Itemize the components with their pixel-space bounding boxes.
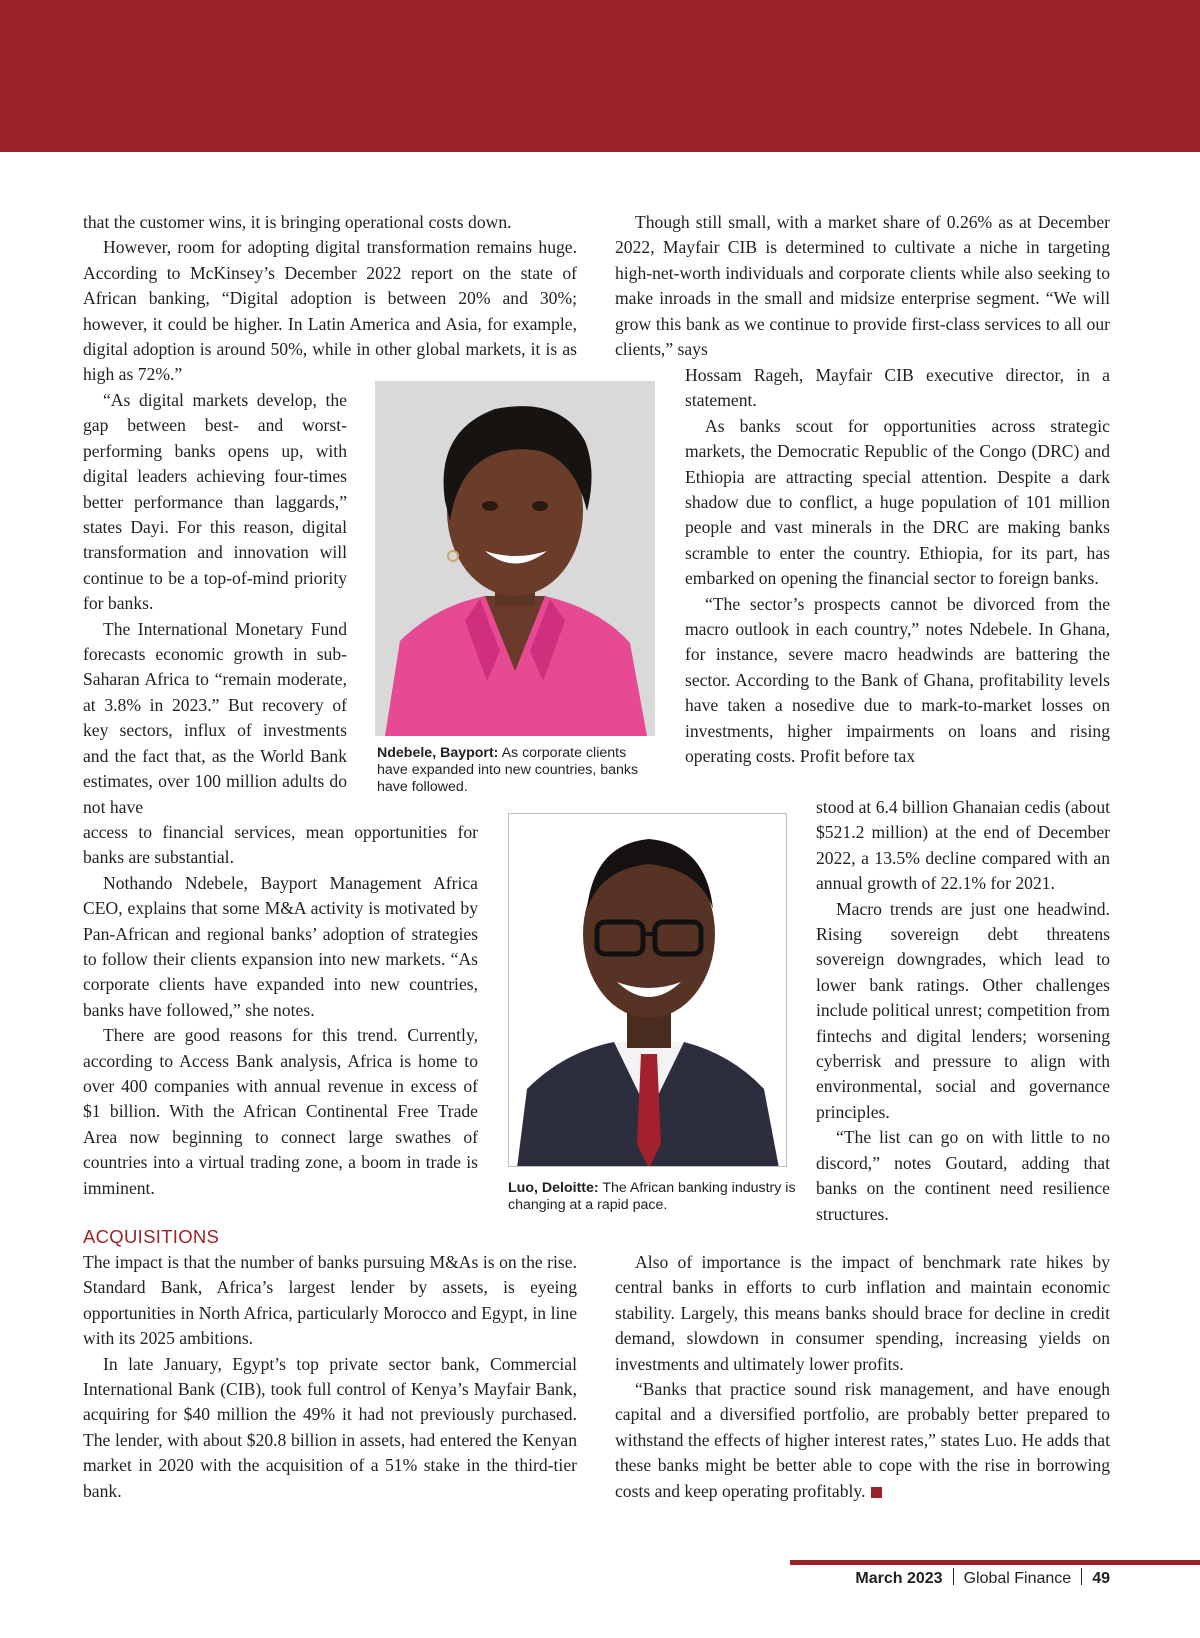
caption-text: As corporate clients have expanded into new countries, banks have followed.: [377, 745, 639, 795]
paragraph: Nothando Ndebele, Bayport Management Africa CEO, explains that some M&A activity is motivated by Pan-African and regional banks’ adoption of strategies to follow their clients expansion into new markets. “As corporate clients have expanded into new countries, banks have followed,” she notes.: [83, 872, 478, 1020]
paragraph: Hossam Rageh, Mayfair CIB executive director, in a statement.: [685, 365, 1110, 411]
paragraph: The impact is that the number of banks pursuing M&As is on the rise. Standard Bank, Africa’s largest lender by assets, is eyeing opportunities in North Africa, particularly Morocco and Egypt, in line with its 2025 ambitions.: [83, 1252, 577, 1349]
footer-separator: [953, 1568, 954, 1585]
ndebele-portrait-illustration: [375, 381, 655, 736]
paragraph: As banks scout for opportunities across strategic markets, the Democratic Republic of the Congo (DRC) and Ethiopia are attracting special attention. Despite a dark shadow due to conflict, a huge population of 101 million people and vast minerals in the DRC are making banks scramble to enter the country. Ethiopia, for its part, has embarked on opening the financial sector to foreign banks.: [685, 415, 1110, 589]
right-column-narrow: [816, 795, 1110, 1227]
right-column-bottom: [615, 1250, 1110, 1504]
paragraph: Though still small, with a market share of 0.26% as at December 2022, Mayfair CIB is determined to cultivate a niche in targeting high-net-worth individuals and corporate clients while also seeking to make inroads in the small and midsize enterprise segment. “We will grow this bank as we continue to provide first-class services to all our clients,” says: [615, 212, 1110, 360]
header-banner: [0, 0, 1200, 152]
paragraph: “The sector’s prospects cannot be divorced from the macro outlook in each country,” notes Ndebele. In Ghana, for instance, severe macro headwinds are battering the sector. According to the Bank of Ghana, profitability levels have taken a nosedive due to mark-to-market losses on investments, higher impairments on loans and rising operating costs. Profit before tax: [685, 593, 1110, 767]
caption-name: Luo, Deloitte:: [508, 1180, 599, 1196]
paragraph: In late January, Egypt’s top private sector bank, Commercial International Bank (CIB), took full control of Kenya’s Mayfair Bank, acquiring for $40 million the 49% it had not previously purchased. The lender, with about $20.8 billion in assets, had entered the Kenyan market in 2020 with the acquisition of a 51% stake in the third-tier bank.: [83, 1353, 577, 1501]
footer-date: March 2023: [855, 1570, 943, 1587]
paragraph: access to financial services, mean opportunities for banks are substantial.: [83, 822, 478, 868]
left-column-top: [83, 210, 577, 388]
paragraph: [615, 1377, 1110, 1504]
end-mark-icon: [871, 1487, 882, 1498]
caption-text: The African banking industry is changing at a rapid pace.: [508, 1180, 796, 1213]
luo-portrait-photo: [508, 813, 787, 1167]
right-column-mid: [685, 363, 1110, 770]
left-column-narrow: [83, 388, 347, 820]
paragraph: “The list can go on with little to no discord,” notes Goutard, adding that banks on the continent need resilience structures.: [816, 1127, 1110, 1224]
page-number: 49: [1092, 1570, 1110, 1587]
luo-portrait-illustration: [509, 814, 787, 1167]
footer-magazine: Global Finance: [963, 1570, 1072, 1587]
paragraph: However, room for adopting digital transformation remains huge. According to McKinsey’s December 2022 report on the state of African banking, “Digital adoption is between 20% and 30%; however, it could be higher. In Latin America and Asia, for example, digital adoption is around 50%, while in other global markets, it is as high as 72%.”: [83, 237, 577, 385]
final-paragraph-text: “Banks that practice sound risk management, and have enough capital and a diversified portfolio, are probably better prepared to withstand the effects of higher interest rates,” states Luo. He adds that these banks might be better able to cope with the rise in borrowing costs and keep operating profitably.: [615, 1379, 1110, 1501]
paragraph: that the customer wins, it is bringing operational costs down.: [83, 212, 512, 232]
caption-name: Ndebele, Bayport:: [377, 745, 499, 761]
ndebele-portrait-photo: [375, 381, 655, 736]
ndebele-caption: [377, 745, 657, 796]
paragraph: stood at 6.4 billion Ghanaian cedis (about $521.2 million) at the end of December 2022, a 13.5% decline compared with an annual growth of 22.1% for 2021.: [816, 797, 1110, 894]
paragraph: “As digital markets develop, the gap between best- and worst-performing banks opens up, with digital leaders achieving four-times better performance than laggards,” states Dayi. For this reason, digital transformation and innovation will continue to be a top-of-mind priority for banks.: [83, 390, 347, 614]
left-column-mid: [83, 820, 478, 1201]
left-column-bottom: [83, 1250, 577, 1504]
paragraph: There are good reasons for this trend. Currently, according to Access Bank analysis, Africa is home to over 400 companies with annual revenue in excess of $1 billion. With the African Continental Free Trade Area now beginning to connect large swathes of countries into a virtual trading zone, a boom in trade is imminent.: [83, 1025, 478, 1198]
page-footer: [790, 1568, 1110, 1588]
paragraph: Also of importance is the impact of benchmark rate hikes by central banks in efforts to curb inflation and maintain economic stability. Largely, this means banks should brace for decline in credit demand, slowdown in consumer spending, increasing yields on investments and ultimately lower profits.: [615, 1252, 1110, 1374]
paragraph: Macro trends are just one headwind. Rising sovereign debt threatens sovereign downgrades, which lead to lower bank ratings. Other challenges include political unrest; competition from fintechs and digital lenders; worsening cyberrisk and pressure to align with environmental, social and governance principles.: [816, 898, 1110, 1122]
section-subhead: ACQUISITIONS: [83, 1226, 220, 1247]
footer-separator: [1081, 1568, 1082, 1585]
luo-caption: [508, 1180, 808, 1214]
footer-rule: [790, 1560, 1200, 1565]
right-column-top: [615, 210, 1110, 362]
paragraph: The International Monetary Fund forecasts economic growth in sub-Saharan Africa to “remain moderate, at 3.8% in 2023.” But recovery of key sectors, influx of investments and the fact that, as the World Bank estimates, over 100 million adults do not have: [83, 618, 347, 817]
